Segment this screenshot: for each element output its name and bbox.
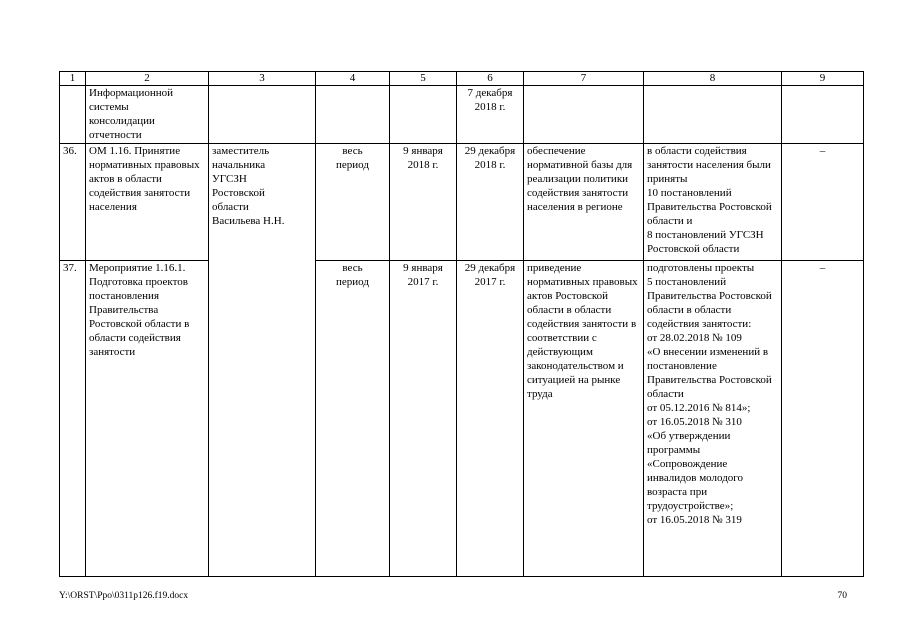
measures-table bbox=[59, 71, 864, 577]
column-number-header-row bbox=[60, 72, 864, 86]
row-number-cell: 36. bbox=[60, 144, 86, 261]
header-cell: 1 bbox=[60, 72, 86, 86]
expected-result-cell: приведение нормативных правовых актов Ростовской области в области содействия занятости в соответствии с действующим законодательством и ситуацией на рынке труда bbox=[524, 261, 644, 577]
header-cell: 6 bbox=[457, 72, 524, 86]
start-date-cell: 9 января 2018 г. bbox=[390, 144, 457, 261]
period-cell: весь период bbox=[316, 261, 390, 577]
table-cell bbox=[782, 86, 864, 144]
executor-cell bbox=[209, 261, 316, 577]
footer-page-number: 70 bbox=[837, 591, 847, 601]
period-cell: весь период bbox=[316, 144, 390, 261]
header-cell: 3 bbox=[209, 72, 316, 86]
expected-result-cell: обеспечение нормативной базы для реализации политики содействия занятости населения в регионе bbox=[524, 144, 644, 261]
header-cell: 9 bbox=[782, 72, 864, 86]
header-cell: 8 bbox=[644, 72, 782, 86]
note-cell: – bbox=[782, 261, 864, 577]
header-cell: 4 bbox=[316, 72, 390, 86]
note-cell: – bbox=[782, 144, 864, 261]
table-row bbox=[60, 144, 864, 261]
measure-name-cell: Мероприятие 1.16.1. Подготовка проектов постановления Правительства Ростовской области в области содействия занятости bbox=[86, 261, 209, 577]
measure-name-cell: ОМ 1.16. Принятие нормативных правовых актов в области содействия занятости населения bbox=[86, 144, 209, 261]
table-cell bbox=[524, 86, 644, 144]
header-cell: 7 bbox=[524, 72, 644, 86]
table-cell bbox=[644, 86, 782, 144]
continuation-end-date-cell: 7 декабря 2018 г. bbox=[457, 86, 524, 144]
end-date-cell: 29 декабря 2018 г. bbox=[457, 144, 524, 261]
start-date-cell: 9 января 2017 г. bbox=[390, 261, 457, 577]
continuation-name-cell: Информационной системы консолидации отчетности bbox=[86, 86, 209, 144]
executor-cell: заместитель начальника УГСЗН Ростовской области Васильева Н.Н. bbox=[209, 144, 316, 261]
table-cell bbox=[390, 86, 457, 144]
header-cell: 2 bbox=[86, 72, 209, 86]
row-number-cell: 37. bbox=[60, 261, 86, 577]
table-cell bbox=[209, 86, 316, 144]
table-cell bbox=[316, 86, 390, 144]
footer-file-path: Y:\ORST\Ppo\0311p126.f19.docx bbox=[59, 591, 189, 601]
header-cell: 5 bbox=[390, 72, 457, 86]
table-row bbox=[60, 261, 864, 577]
end-date-cell: 29 декабря 2017 г. bbox=[457, 261, 524, 577]
actual-result-cell: в области содействия занятости населения были приняты 10 постановлений Правительства Ростовской области и 8 постановлений УГСЗН Ростовской области bbox=[644, 144, 782, 261]
actual-result-cell: подготовлены проекты 5 постановлений Правительства Ростовской области в области содействия занятости: от 28.02.2018 № 109 «О внесении изменений в постановление Правительства Ростовской области от 05.12.2016 № 814»; от 16.05.2018 № 310 «Об утверждении программы «Сопровождение инвалидов молодого возраста при трудоустройстве»; от 16.05.2018 № 319 bbox=[644, 261, 782, 577]
continuation-row bbox=[60, 86, 864, 144]
table-cell bbox=[60, 86, 86, 144]
